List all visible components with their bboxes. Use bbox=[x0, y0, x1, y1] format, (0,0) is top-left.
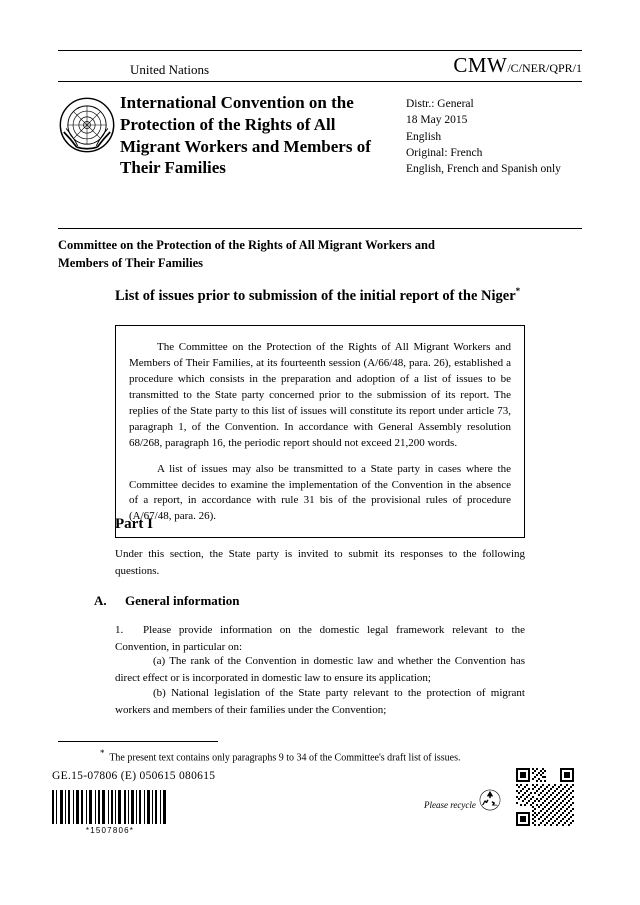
paragraph-1-subitem-a: (a) The rank of the Convention in domestic law and whether the Convention has direct effect or is incorporated in domestic law to ensure its application; bbox=[115, 655, 525, 685]
header-body bbox=[58, 82, 582, 179]
recycle-label: Please recycle bbox=[424, 800, 476, 810]
document-symbol bbox=[453, 53, 582, 78]
header-top-row bbox=[58, 51, 582, 81]
convention-title-block bbox=[120, 92, 406, 179]
note-paragraph-2: A list of issues may also be transmitted to a State party in cases where the Committee decides to examine the implementation of the Convention in the absence of a report, in accordance with rule 31 bis of the provisional rules of procedure (A/67/48, para. 26). bbox=[129, 462, 511, 523]
committee-name: Committee on the Protection of the Rights of All Migrant Workers and Members of Their Families bbox=[58, 238, 435, 271]
distribution-block bbox=[406, 92, 582, 179]
part-heading: Part I bbox=[115, 516, 153, 532]
job-number: GE.15-07806 (E) 050615 080615 bbox=[52, 770, 216, 782]
page-title bbox=[115, 285, 525, 306]
header-bottom-rule bbox=[58, 228, 582, 229]
barcode bbox=[52, 790, 168, 824]
qr-code bbox=[516, 768, 574, 826]
page-title-text: List of issues prior to submission of the initial report of the Niger bbox=[115, 287, 516, 304]
document-header bbox=[58, 50, 582, 179]
barcode-number: *1507806* bbox=[85, 826, 135, 835]
footnote bbox=[100, 747, 530, 765]
organization-name: United Nations bbox=[130, 62, 210, 77]
distribution-line-4: Original: French bbox=[406, 146, 483, 159]
distribution-line-3: English bbox=[406, 130, 442, 143]
distribution-line-5: English, French and Spanish only bbox=[406, 163, 561, 176]
footnote-separator bbox=[58, 741, 218, 742]
footnote-text: The present text contains only paragraphs 9 to 34 of the Committee's draft list of issues. bbox=[109, 752, 461, 764]
procedure-note-box bbox=[115, 325, 525, 538]
convention-title: International Convention on the Protection of the Rights of All Migrant Workers and Members of Their Families bbox=[120, 93, 371, 178]
footnote-marker: * bbox=[100, 748, 105, 758]
part-intro-text: Under this section, the State party is invited to submit its responses to the following questions. bbox=[115, 548, 525, 577]
paragraph-1 bbox=[115, 622, 525, 656]
recycle-icon bbox=[479, 789, 501, 811]
document-symbol-suffix: /C/NER/QPR/1 bbox=[507, 61, 582, 75]
distribution-line-1: Distr.: General bbox=[406, 98, 474, 110]
section-letter: A. bbox=[94, 593, 107, 608]
note-paragraph-1: The Committee on the Protection of the Rights of All Migrant Workers and Members of Their Families, at its fourteenth session (A/66/48, para. 26), established a procedure which consists in the preparation and adoption of a list of issues to be transmitted to the State party concerned prior to the submission of its report. The replies of the State party to this list of issues will constitute its report under article 73, paragraph 1, of the Convention. In accordance with General Assembly resolution 68/268, paragraph 16, the periodic report should not exceed 21,200 words. bbox=[129, 341, 511, 449]
distribution-line-2: 18 May 2015 bbox=[406, 114, 468, 127]
section-heading-general-information bbox=[94, 593, 524, 609]
un-emblem-icon bbox=[58, 92, 120, 179]
document-symbol-main: CMW bbox=[453, 53, 508, 77]
paragraph-1-subitem-b: (b) National legislation of the State party relevant to the protection of migrant workers and members of their families under the Convention; bbox=[115, 687, 525, 717]
paragraph-1-number: 1. bbox=[115, 624, 124, 636]
section-title: General information bbox=[125, 593, 240, 608]
page-title-footnote-marker: * bbox=[515, 286, 521, 296]
paragraph-1-text: Please provide information on the domestic legal framework relevant to the Convention, in particular on: bbox=[115, 624, 525, 654]
